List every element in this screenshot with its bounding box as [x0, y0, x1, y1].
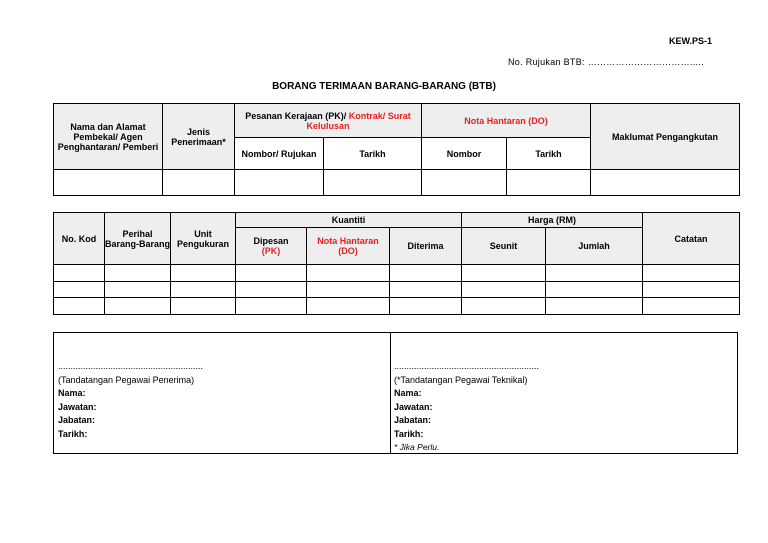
table-cell[interactable] [546, 265, 643, 282]
receiver-signature-section [58, 360, 203, 441]
table-row [54, 265, 740, 282]
table-cell[interactable] [54, 282, 105, 298]
description-header: Perihal Barang-Barang [105, 213, 171, 265]
reference-number-label: No. Rujukan BTB: ……………………………..... [508, 57, 704, 67]
do-quantity-header: Nota Hantaran (DO) [307, 228, 390, 265]
receiver-date-label: Tarikh: [58, 428, 88, 439]
supplier-table [53, 103, 740, 196]
order-date-cell[interactable] [324, 170, 422, 196]
footnote: * Jika Perlu. [394, 442, 440, 452]
order-header: Pesanan Kerajaan (PK)/ Kontrak/ Surat Kelulusan [235, 104, 422, 138]
delivery-number-header: Nombor [422, 138, 507, 170]
table-row [54, 282, 740, 298]
table-cell[interactable] [462, 265, 546, 282]
order-number-cell[interactable] [235, 170, 324, 196]
page-title: BORANG TERIMAAN BARANG-BARANG (BTB) [272, 81, 496, 92]
technical-department-label: Jabatan: [394, 415, 432, 425]
technical-position-label: Jawatan: [394, 401, 433, 412]
table-row [54, 170, 740, 196]
receiver-name-label: Nama: [58, 388, 86, 398]
supplier-cell[interactable] [54, 170, 163, 196]
table-cell[interactable] [105, 298, 171, 315]
form-code: KEW.PS-1 [669, 36, 713, 46]
table-cell[interactable] [390, 282, 462, 298]
table-cell[interactable] [390, 298, 462, 315]
transport-header: Maklumat Pengangkutan [591, 104, 740, 170]
table-cell[interactable] [236, 298, 307, 315]
table-cell[interactable] [105, 265, 171, 282]
code-header: No. Kod [54, 213, 105, 265]
technical-name-label: Nama: [394, 388, 422, 398]
signature-box [53, 332, 738, 454]
table-cell[interactable] [307, 265, 390, 282]
delivery-date-cell[interactable] [507, 170, 591, 196]
transport-cell[interactable] [591, 170, 740, 196]
table-cell[interactable] [462, 298, 546, 315]
price-header: Harga (RM) [462, 213, 643, 228]
receiver-signature-caption: (Tandatangan Pegawai Penerima) [58, 374, 195, 385]
table-row [54, 298, 740, 315]
supplier-header: Nama dan Alamat Pembekal/ Agen Penghantaran/ Pemberi [54, 104, 163, 170]
table-cell[interactable] [307, 282, 390, 298]
unit-price-header: Seunit [462, 228, 546, 265]
table-cell[interactable] [236, 265, 307, 282]
table-cell[interactable] [236, 282, 307, 298]
receiver-department-label: Jabatan: [58, 415, 96, 425]
order-number-header: Nombor/ Rujukan [235, 138, 324, 170]
technical-signature-section [394, 360, 539, 455]
delivery-number-cell[interactable] [422, 170, 507, 196]
table-cell[interactable] [643, 282, 740, 298]
technical-signature-line[interactable]: .......................................................... [394, 361, 540, 371]
table-cell[interactable] [307, 298, 390, 315]
unit-header: Unit Pengukuran [171, 213, 236, 265]
order-date-header: Tarikh [324, 138, 422, 170]
quantity-header: Kuantiti [236, 213, 462, 228]
receipt-type-cell[interactable] [163, 170, 235, 196]
table-cell[interactable] [643, 298, 740, 315]
table-cell[interactable] [546, 298, 643, 315]
table-cell[interactable] [462, 282, 546, 298]
receiver-signature-line[interactable]: .......................................................... [58, 361, 204, 371]
table-cell[interactable] [546, 282, 643, 298]
receiver-position-label: Jawatan: [58, 401, 97, 412]
table-cell[interactable] [390, 265, 462, 282]
table-cell[interactable] [171, 282, 236, 298]
ordered-header: Dipesan (PK) [236, 228, 307, 265]
delivery-date-header: Tarikh [507, 138, 591, 170]
remarks-header: Catatan [643, 213, 740, 265]
signature-divider [390, 333, 391, 453]
table-cell[interactable] [54, 265, 105, 282]
receipt-type-header: Jenis Penerimaan* [163, 104, 235, 170]
table-cell[interactable] [105, 282, 171, 298]
table-cell[interactable] [54, 298, 105, 315]
delivery-note-header: Nota Hantaran (DO) [422, 104, 591, 138]
technical-signature-caption: (*Tandatangan Pegawai Teknikal) [394, 374, 528, 385]
technical-date-label: Tarikh: [394, 428, 424, 439]
table-cell[interactable] [643, 265, 740, 282]
table-cell[interactable] [171, 298, 236, 315]
total-header: Jumlah [546, 228, 643, 265]
table-cell[interactable] [171, 265, 236, 282]
received-header: Diterima [390, 228, 462, 265]
items-table [53, 212, 740, 315]
